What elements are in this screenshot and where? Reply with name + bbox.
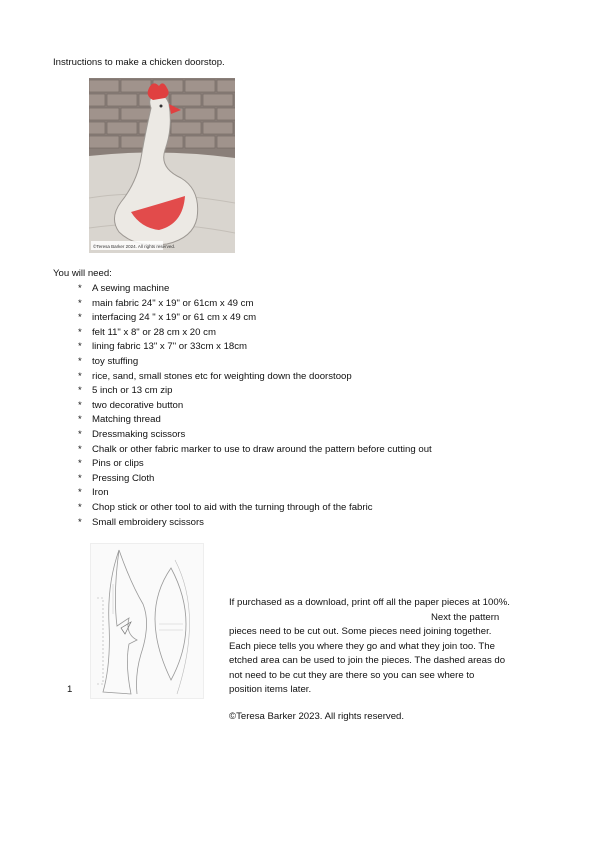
bullet-marker: * <box>78 283 82 294</box>
bullet-marker: * <box>78 385 82 397</box>
list-item-text: Matching thread <box>92 414 161 426</box>
page-number: 1 <box>67 684 73 695</box>
list-item-text: Small embroidery scissors <box>92 516 204 528</box>
list-item <box>78 458 432 473</box>
list-item-text: interfacing 24 " x 19" or 61 cm x 49 cm <box>92 312 257 324</box>
paragraph-line: etched area can be used to join the pieces. The dashed areas do <box>229 655 506 666</box>
document-title: Instructions to make a chicken doorstop. <box>53 57 225 68</box>
list-item <box>78 444 432 459</box>
list-item-text: lining fabric 13" x 7" or 33cm x 18cm <box>92 341 248 353</box>
bullet-marker: * <box>78 428 82 440</box>
requirements-heading: You will need: <box>53 268 112 279</box>
chicken-doorstop-photo <box>89 78 235 253</box>
paragraph-line: position items later. <box>229 684 312 695</box>
copyright-notice: ©Teresa Barker 2023. All rights reserved. <box>229 711 405 722</box>
list-item-text: felt 11" x 8" or 28 cm x 20 cm <box>92 326 216 338</box>
paragraph-line: pieces need to be cut out. Some pieces need joining together. <box>229 626 492 637</box>
bullet-marker: * <box>78 297 82 309</box>
list-item <box>78 400 432 415</box>
bullet-marker: * <box>78 458 82 470</box>
bullet-marker: * <box>78 326 82 338</box>
list-item <box>78 517 432 532</box>
instructions-paragraph <box>229 597 510 699</box>
list-item-text: toy stuffing <box>92 355 139 367</box>
list-item <box>78 502 432 517</box>
bullet-marker: * <box>78 399 82 411</box>
photo-caption: ©Teresa Barker 2024. All rights reserved. <box>93 244 176 249</box>
list-item-text: main fabric 24" x 19" or 61cm x 49 cm <box>92 297 254 309</box>
list-item <box>78 385 432 400</box>
pattern-pieces-image <box>90 543 204 699</box>
bullet-marker: * <box>78 501 82 513</box>
list-item-text: Dressmaking scissors <box>92 428 186 440</box>
list-item-text: Iron <box>92 487 109 499</box>
list-item <box>78 327 432 342</box>
list-item-text: Pins or clips <box>92 458 144 470</box>
list-item-text: Pressing Cloth <box>92 472 155 484</box>
list-item-text: 5 inch or 13 cm zip <box>92 385 173 397</box>
requirements-list <box>78 283 432 531</box>
paragraph-line: not need to be cut they are there so you can see where to <box>229 669 475 681</box>
list-item <box>78 312 432 327</box>
bullet-marker: * <box>78 487 82 499</box>
list-item <box>78 414 432 429</box>
chicken-doorstop-image <box>89 78 235 253</box>
bullet-marker: * <box>78 370 82 382</box>
list-item <box>78 298 432 313</box>
bullet-marker: * <box>78 472 82 484</box>
bullet-marker: * <box>78 414 82 426</box>
bullet-marker: * <box>78 355 82 367</box>
list-item <box>78 487 432 502</box>
list-item <box>78 429 432 444</box>
list-item-text: two decorative button <box>92 399 184 411</box>
list-item <box>78 356 432 371</box>
list-item <box>78 283 432 298</box>
pattern-pieces-drawing <box>91 544 203 698</box>
paragraph-line: Next the pattern <box>431 611 500 623</box>
list-item-text: rice, sand, small stones etc for weighting down the doorstoop <box>92 370 352 382</box>
bullet-marker: * <box>78 516 82 528</box>
bullet-marker: * <box>78 443 82 455</box>
paragraph-line: If purchased as a download, print off all the paper pieces at 100%. <box>229 597 510 608</box>
bullet-marker: * <box>78 312 82 324</box>
list-item-text: Chalk or other fabric marker to use to draw around the pattern before cutting out <box>92 443 432 455</box>
list-item-text: Chop stick or other tool to aid with the turning through of the fabric <box>92 501 373 513</box>
list-item <box>78 341 432 356</box>
paragraph-line: Each piece tells you where they go and what they join too. The <box>229 640 495 652</box>
list-item <box>78 473 432 488</box>
list-item <box>78 371 432 386</box>
bullet-marker: * <box>78 341 82 353</box>
list-item-text: A sewing machine <box>92 283 170 294</box>
